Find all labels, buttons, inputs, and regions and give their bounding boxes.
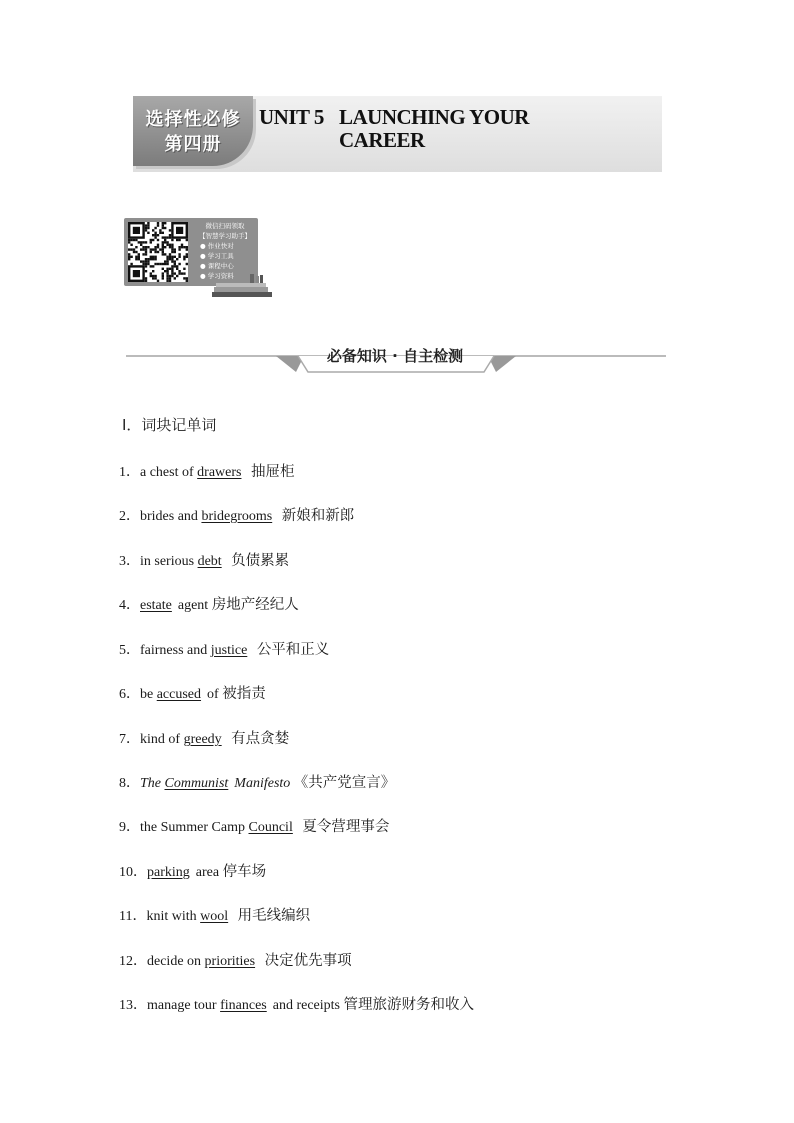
item-number: 1． xyxy=(119,465,140,480)
item-number: 2． xyxy=(119,509,140,524)
item-answer: bridegrooms xyxy=(201,509,273,524)
section-title: 必备知识 · 自主检测 xyxy=(326,347,464,365)
vocab-item xyxy=(119,682,266,703)
item-prefix: The xyxy=(140,776,165,791)
item-number: 13． xyxy=(119,998,147,1013)
item-number: 9． xyxy=(119,820,140,835)
item-prefix: a chest of xyxy=(140,465,198,480)
vocab-item xyxy=(119,815,389,836)
item-chinese: 有点贪婪 xyxy=(231,731,290,747)
qr-header2: 【智慧学习助手】 xyxy=(199,232,251,240)
item-answer: Communist xyxy=(164,776,229,791)
vocab-item xyxy=(119,727,289,748)
item-prefix: the Summer Camp xyxy=(140,820,249,835)
item-number: 6． xyxy=(119,687,140,702)
item-chinese: 停车场 xyxy=(222,864,267,880)
item-answer: finances xyxy=(220,998,267,1013)
item-number: 11． xyxy=(119,909,147,924)
vocab-item xyxy=(119,504,354,525)
item-chinese: 《共产党宣言》 xyxy=(293,775,396,791)
item-answer: greedy xyxy=(183,732,222,747)
unit-banner xyxy=(133,96,662,172)
item-answer: estate xyxy=(140,598,172,613)
vocab-item xyxy=(119,549,289,570)
unit-number: UNIT 5 xyxy=(259,105,324,129)
item-answer: drawers xyxy=(197,465,242,480)
item-number: 5． xyxy=(119,643,140,658)
book-tag xyxy=(133,96,253,166)
item-suffix: area xyxy=(195,865,220,880)
item-answer: wool xyxy=(200,909,229,924)
item-chinese: 负债累累 xyxy=(231,553,290,569)
vocab-item xyxy=(119,860,266,881)
item-chinese: 用毛线编织 xyxy=(237,908,311,924)
book-tag-line2: 第四册 xyxy=(164,134,222,155)
vocab-item xyxy=(119,460,294,481)
qr-header1: 微信扫码领取 xyxy=(205,222,245,230)
item-suffix: Manifesto xyxy=(234,776,291,791)
item-prefix: brides and xyxy=(140,509,202,524)
item-chinese: 夏令营理事会 xyxy=(302,819,390,835)
item-chinese: 抽屉柜 xyxy=(250,464,295,480)
vocab-item xyxy=(119,993,474,1014)
vocab-item xyxy=(119,949,352,970)
item-prefix: manage tour xyxy=(147,998,221,1013)
item-chinese: 公平和正义 xyxy=(256,642,330,658)
item-suffix: agent xyxy=(177,598,209,613)
item-number: 12． xyxy=(119,954,147,969)
book-tag-line1: 选择性必修 xyxy=(145,109,241,130)
item-chinese: 被指责 xyxy=(222,686,266,702)
vocab-item xyxy=(119,593,299,614)
item-prefix: in serious xyxy=(140,554,198,569)
part-heading: Ⅰ．词块记单词 xyxy=(122,416,217,434)
unit-title-line2: CAREER xyxy=(339,128,425,152)
vocab-item xyxy=(119,771,395,792)
item-answer: priorities xyxy=(204,954,256,969)
item-number: 3． xyxy=(119,554,140,569)
qr-item: ● 课程中心 xyxy=(200,262,234,270)
item-prefix: fairness and xyxy=(140,643,211,658)
qr-item: ● 学习资料 xyxy=(200,272,234,280)
item-answer: justice xyxy=(210,643,248,658)
item-number: 10． xyxy=(119,865,147,880)
qr-item: ● 学习工具 xyxy=(200,252,234,260)
item-chinese: 管理旅游财务和收入 xyxy=(343,997,474,1013)
item-answer: Council xyxy=(248,820,293,835)
qr-item: ● 作业快对 xyxy=(200,242,234,250)
item-answer: accused xyxy=(156,687,202,702)
item-prefix: kind of xyxy=(140,732,184,747)
item-suffix: and receipts xyxy=(272,998,340,1013)
item-prefix: decide on xyxy=(147,954,205,969)
vocab-item xyxy=(119,638,329,659)
item-chinese: 房地产经纪人 xyxy=(211,597,299,613)
item-prefix: knit with xyxy=(146,909,201,924)
item-prefix: be xyxy=(140,687,157,702)
books-icon xyxy=(210,272,274,300)
item-number: 8． xyxy=(119,776,140,791)
item-chinese: 决定优先事项 xyxy=(264,953,352,969)
unit-title-line1: LAUNCHING YOUR xyxy=(339,105,529,129)
item-number: 4． xyxy=(119,598,140,613)
qr-code-icon xyxy=(128,222,188,282)
item-number: 7． xyxy=(119,732,140,747)
vocab-item xyxy=(119,904,310,925)
item-answer: debt xyxy=(197,554,222,569)
item-suffix: of xyxy=(207,687,219,702)
item-chinese: 新娘和新郎 xyxy=(281,508,355,524)
item-answer: parking xyxy=(147,865,190,880)
